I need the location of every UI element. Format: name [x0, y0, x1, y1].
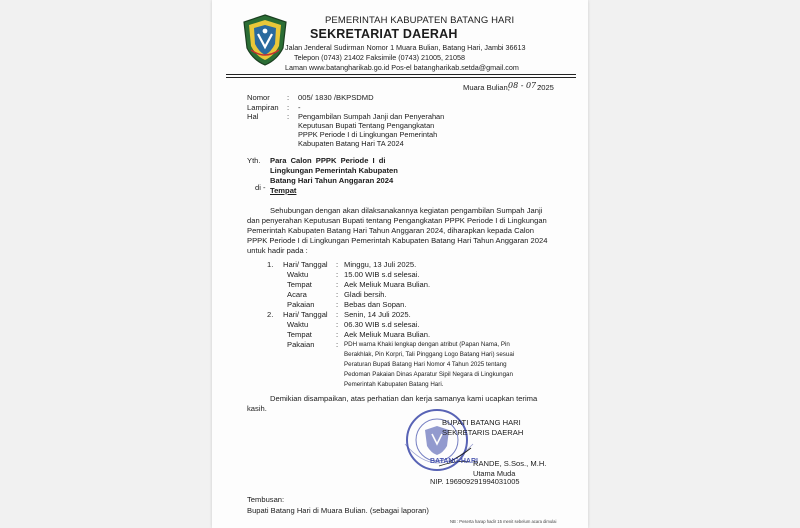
signatory-nip: NIP. 196909291994031005	[430, 477, 520, 486]
footnote: NB : Peserta harap hadir 15 menit sebelum acara dimulai	[450, 519, 557, 524]
event-number: 1.	[267, 260, 274, 269]
event-value: Minggu, 13 Juli 2025.	[344, 260, 417, 269]
regency-logo	[242, 14, 288, 66]
header-rule-thin	[226, 77, 576, 78]
event-colon: :	[336, 300, 339, 309]
date-year: 2025	[537, 83, 554, 92]
recipient-line: Para Calon PPPK Periode I di	[270, 156, 386, 165]
event-label: Tempat	[287, 330, 312, 339]
event-value: 06.30 WIB s.d selesai.	[344, 320, 420, 329]
event-colon: :	[336, 320, 339, 329]
dress-code-line: Pedoman Pakaian Dinas Aparatur Sipil Negara di Lingkungan	[344, 371, 513, 378]
stamp-text: BATANG HARI	[430, 458, 478, 465]
dress-code-line: Peraturan Bupati Batang Hari Nomor 4 Tahun 2025 tentang	[344, 361, 507, 368]
tempat-label: Tempat	[270, 186, 297, 195]
intro-line: dan penyerahan Keputusan Bupati tentang Pengangkatan PPPK Periode I di Lingkungan	[247, 216, 547, 225]
event-colon: :	[336, 270, 339, 279]
dress-code-line: PDH warna Khaki lengkap dengan atribut (Papan Nama, Pin	[344, 341, 510, 348]
lampiran-label: Lampiran	[247, 103, 279, 112]
hal-line: PPPK Periode I di Lingkungan Pemerintah	[298, 130, 438, 139]
event-label: Pakaian	[287, 300, 315, 309]
phone-line: Telepon (0743) 21402 Faksimile (0743) 21005, 21058	[294, 53, 466, 62]
closing-line: kasih.	[247, 404, 267, 413]
tembusan-label: Tembusan:	[247, 495, 285, 504]
di-label: di -	[255, 183, 266, 192]
hal-colon: :	[287, 112, 290, 121]
event-label: Hari/ Tanggal	[283, 310, 328, 319]
event-colon: :	[336, 330, 339, 339]
signatory-rank: Utama Muda	[473, 469, 516, 478]
event-label: Hari/ Tanggal	[283, 260, 328, 269]
signature-title: BUPATI BATANG HARI	[442, 418, 521, 427]
event-colon: :	[336, 310, 339, 319]
closing-line: Demikian disampaikan, atas perhatian dan kerja samanya kami ucapkan terima	[270, 394, 538, 403]
event-value: Senin, 14 Juli 2025.	[344, 310, 411, 319]
event-label: Acara	[287, 290, 307, 299]
event-colon: :	[336, 340, 339, 349]
intro-line: Pemerintah Kabupaten Batang Hari Tahun Anggaran 2024, diharapkan kepada Calon	[247, 226, 534, 235]
event-value: 15.00 WIB s.d selesai.	[344, 270, 420, 279]
date-handwritten: 08 - 07 -	[508, 81, 542, 90]
hal-label: Hal	[247, 112, 259, 121]
official-stamp	[399, 404, 481, 476]
signatory-name: RANDE, S.Sos., M.H.	[473, 459, 547, 468]
signature-title: SEKRETARIS DAERAH	[442, 428, 524, 437]
event-value: Aek Meliuk Muara Bulian.	[344, 280, 431, 289]
web-line: Laman www.batangharikab.go.id Pos-el batangharikab.setda@gmail.com	[285, 63, 519, 72]
tembusan-line: Bupati Batang Hari di Muara Bulian. (sebagai laporan)	[247, 506, 429, 515]
nomor-label: Nomor	[247, 93, 270, 102]
event-colon: :	[336, 280, 339, 289]
yth-label: Yth.	[247, 156, 261, 165]
event-colon: :	[336, 260, 339, 269]
hal-line: Kabupaten Batang Hari TA 2024	[298, 139, 404, 148]
event-number: 2.	[267, 310, 274, 319]
office-name: SEKRETARIAT DAERAH	[310, 27, 458, 41]
hal-line: Pengambilan Sumpah Janji dan Penyerahan	[298, 112, 445, 121]
event-label: Waktu	[287, 320, 309, 329]
event-label: Waktu	[287, 270, 309, 279]
event-value: Bebas dan Sopan.	[344, 300, 407, 309]
dress-code-line: Pemerintah Kabupaten Batang Hari.	[344, 381, 444, 388]
event-value: Gladi bersih.	[344, 290, 387, 299]
lampiran-value: -	[298, 103, 301, 112]
event-colon: :	[336, 290, 339, 299]
hal-line: Keputusan Bupati Tentang Pengangkatan	[298, 121, 435, 130]
intro-line: PPPK Periode I di Lingkungan Pemerintah Kabupaten Batang Hari Tahun Anggaran 2024	[247, 236, 548, 245]
intro-line: Sehubungan dengan akan dilaksanakannya kegiatan pengambilan Sumpah Janji	[270, 206, 543, 215]
nomor-value: 005/ 1830 /BKPSDMD	[298, 93, 374, 102]
header-rule	[226, 74, 576, 75]
address-line: Jalan Jenderal Sudirman Nomor 1 Muara Bulian, Batang Hari, Jambi 36613	[285, 43, 526, 52]
gov-name: PEMERINTAH KABUPATEN BATANG HARI	[325, 15, 515, 26]
recipient-line: Batang Hari Tahun Anggaran 2024	[270, 176, 394, 185]
dress-code-line: Berakhlak, Pin Korpri, Tali Pinggang Logo Batang Hari) sesuai	[344, 351, 515, 358]
letter-page	[212, 0, 588, 528]
nomor-colon: :	[287, 93, 290, 102]
date-place: Muara Bulian,	[463, 83, 510, 92]
event-label: Tempat	[287, 280, 312, 289]
intro-line: untuk hadir pada :	[247, 246, 308, 255]
event-label: Pakaian	[287, 340, 315, 349]
recipient-line: Lingkungan Pemerintah Kabupaten	[270, 166, 398, 175]
event-value: Aek Meliuk Muara Bulian.	[344, 330, 431, 339]
lampiran-colon: :	[287, 103, 290, 112]
